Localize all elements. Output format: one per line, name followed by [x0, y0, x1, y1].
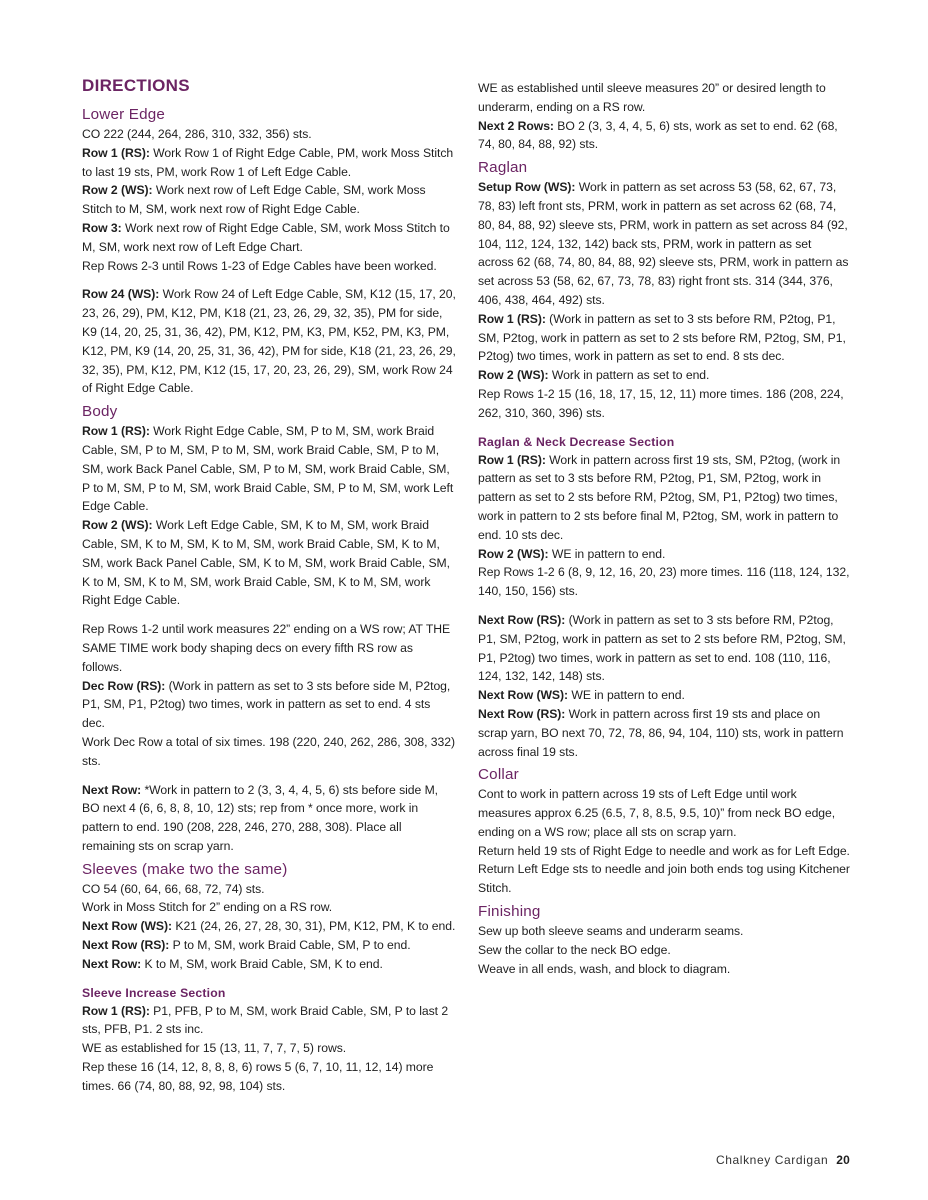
raglan-repeat: Rep Rows 1-2 15 (16, 18, 17, 15, 12, 11) more times. 186 (208, 224, 262, 310, 360, 396) sts. — [478, 386, 844, 420]
body-dec-row: Dec Row (RS): (Work in pattern as set to 3 sts before side M, P2tog, P1, SM, P1, P2tog) two times, work in pattern as set to end. 4 sts dec. — [82, 678, 451, 731]
raglan-setup-row: Setup Row (WS): Work in pattern as set across 53 (58, 62, 67, 73, 78, 83) left front sts, PRM, work in pattern as set across 62 (68, 74, 80, 84, 88, 92) sleeve sts, PRM, work in pattern as set across 84 (92, 104, 112, 124, 132, 142) back sts, PRM, work in pattern as set across 62 (68, 74, 80, 84, 88, 92) sleeve sts, PRM, work in pattern as set across 53 (58, 62, 67, 73, 78, 83) right front sts. 314 (344, 376, 406, 438, 464, 492) sts. — [478, 180, 849, 307]
raglan-row-1: Row 1 (RS): (Work in pattern as set to 3 sts before RM, P2tog, P1, SM, P2tog, work in pattern as set to 2 sts before RM, P2tog, SM, P1, P2tog) two times, work in pattern as set to end. 8 sts dec. — [478, 311, 846, 364]
finishing-step-3: Weave in all ends, wash, and block to diagram. — [478, 961, 731, 976]
raglan-neck-row-1: Row 1 (RS): Work in pattern across first 19 sts, SM, P2tog, (work in pattern as set to 3 sts before RM, P2tog, P1, SM, P2tog, work in pattern as set to 2 sts before RM, P2tog, SM, P1, P2tog) two times, work in pattern to 2 sts before final M, P2tog, SM, work in pattern to end. 10 sts dec. — [478, 452, 841, 542]
lower-edge-cast-on: CO 222 (244, 264, 286, 310, 332, 356) sts. — [82, 127, 312, 141]
sleeves-next-row: Next Row: K to M, SM, work Braid Cable, SM, K to end. — [82, 956, 383, 971]
sleeve-increase-we-until: WE as established until sleeve measures 20” or desired length to underarm, ending on a RS row. — [478, 81, 826, 114]
collar-step-2: Return held 19 sts of Right Edge to needle and work as for Left Edge. — [478, 843, 850, 858]
section-title-finishing: Finishing — [478, 903, 541, 921]
section-title-raglan-neck: Raglan & Neck Decrease Section — [478, 434, 675, 449]
sleeves-moss: Work in Moss Stitch for 2” ending on a RS row. — [82, 900, 333, 915]
raglan-neck-repeat: Rep Rows 1-2 6 (8, 9, 12, 16, 20, 23) more times. 116 (118, 124, 132, 140, 150, 156) sts. — [478, 565, 850, 599]
section-title-body: Body — [82, 403, 118, 421]
sleeves-cast-on: CO 54 (60, 64, 66, 68, 72, 74) sts. — [82, 881, 265, 896]
lower-edge-row-3: Row 3: Work next row of Right Edge Cable, SM, work Moss Stitch to M, SM, work next row of Left Edge Chart. — [82, 220, 450, 254]
collar-step-3: Return Left Edge sts to needle and join both ends tog using Kitchener Stitch. — [478, 862, 850, 896]
lower-edge-repeat: Rep Rows 2-3 until Rows 1-23 of Edge Cables have been worked. — [82, 258, 437, 273]
right-column — [478, 0, 850, 978]
sleeve-increase-row-1: Row 1 (RS): P1, PFB, P to M, SM, work Braid Cable, SM, P to last 2 sts, PFB, P1. 2 sts inc. — [82, 1003, 449, 1037]
raglan-neck-row-2: Row 2 (WS): WE in pattern to end. — [478, 546, 666, 561]
section-title-raglan: Raglan — [478, 159, 528, 177]
page-number: 20 — [836, 1153, 850, 1167]
section-title-lower-edge: Lower Edge — [82, 106, 166, 123]
sleeve-increase-we: WE as established for 15 (13, 11, 7, 7, 7, 5) rows. — [82, 1041, 347, 1056]
collar-step-1: Cont to work in pattern across 19 sts of Left Edge until work measures approx 6.25 (6.5, 7, 8, 8.5, 9.5, 10)” from neck BO edge, ending on a WS row; place all sts on scrap yarn. — [478, 787, 836, 839]
raglan-neck-next-row-rs-1: Next Row (RS): (Work in pattern as set to 3 sts before RM, P2tog, P1, SM, P2tog, work in pattern as set to 2 sts before RM, P2tog, SM, P1, P2tog) two times, work in pattern as set to end. 108 (110, 116, 124, 132, 142, 148) sts. — [478, 612, 846, 684]
body-next-row: Next Row: *Work in pattern to 2 (3, 3, 4, 4, 5, 6) sts before side M, BO next 4 (6, 6, 8, 8, 10, 12) sts; rep from * once more, work in pattern to end. 190 (208, 228, 246, 270, 288, 308). Place all remaining sts on scrap yarn. — [82, 782, 439, 853]
sleeve-increase-next-2-rows: Next 2 Rows: BO 2 (3, 3, 4, 4, 5, 6) sts, work as set to end. 62 (68, 74, 80, 84, 88, 92) sts. — [478, 118, 838, 152]
sleeves-next-row-rs: Next Row (RS): P to M, SM, work Braid Cable, SM, P to end. — [82, 938, 411, 953]
lower-edge-row-2: Row 2 (WS): Work next row of Left Edge Cable, SM, work Moss Stitch to M, SM, work next row of Right Edge Cable. — [82, 183, 426, 217]
raglan-neck-next-row-rs-2: Next Row (RS): Work in pattern across first 19 sts and place on scrap yarn, BO next 70, 72, 78, 86, 94, 104, 110) sts, work in pattern across final 19 sts. — [478, 706, 844, 759]
page-footer — [716, 1153, 850, 1167]
body-dec-total: Work Dec Row a total of six times. 198 (220, 240, 262, 286, 308, 332) sts. — [82, 734, 455, 768]
page-heading: DIRECTIONS — [82, 76, 190, 95]
sleeve-increase-repeat: Rep these 16 (14, 12, 8, 8, 8, 6) rows 5 (6, 7, 10, 11, 12, 14) more times. 66 (74, 80, 88, 92, 98, 104) sts. — [82, 1060, 434, 1093]
section-title-sleeves: Sleeves (make two the same) — [82, 860, 288, 878]
raglan-neck-next-row-ws: Next Row (WS): WE in pattern to end. — [478, 688, 685, 703]
raglan-row-2: Row 2 (WS): Work in pattern as set to end. — [478, 368, 710, 383]
body-row-1: Row 1 (RS): Work Right Edge Cable, SM, P to M, SM, work Braid Cable, SM, P to M, SM, P to M, SM, work Braid Cable, SM, P to M, SM, work Back Panel Cable, SM, P to M, SM, work Braid Cable, SM, P to M, SM, P to M, SM, work Braid Cable, SM, P to M, SM, work Left Edge Cable. — [82, 424, 454, 514]
finishing-step-1: Sew up both sleeve seams and underarm seams. — [478, 924, 744, 939]
finishing-step-2: Sew the collar to the neck BO edge. — [478, 942, 671, 957]
footer-title: Chalkney Cardigan — [715, 1153, 829, 1167]
left-column — [82, 0, 456, 1096]
section-title-sleeve-increase: Sleeve Increase Section — [82, 985, 226, 1000]
body-row-2: Row 2 (WS): Work Left Edge Cable, SM, K to M, SM, work Braid Cable, SM, K to M, SM, K to M, SM, work Braid Cable, SM, K to M, SM, work Back Panel Cable, SM, K to M, SM, work Braid Cable, SM, K to M, SM, K to M, SM, work Braid Cable, SM, K to M, SM, work Right Edge Cable. — [82, 518, 450, 608]
section-title-collar: Collar — [478, 766, 519, 784]
body-repeat: Rep Rows 1-2 until work measures 22” ending on a WS row; AT THE SAME TIME work body shaping decs on every fifth RS row as follows. — [82, 622, 451, 674]
lower-edge-row-24: Row 24 (WS): Work Row 24 of Left Edge Cable, SM, K12 (15, 17, 20, 23, 26, 29), PM, K12, PM, K18 (21, 23, 26, 29, 32, 35), PM for side, K9 (14, 20, 25, 31, 36, 42), PM, K12, PM, K3, PM, K52, PM, K3, PM, K12, PM, K9 (14, 20, 25, 31, 36, 42), PM for side, K18 (21, 23, 26, 29, 32, 35), PM, K12, PM, K12 (15, 17, 20, 23, 26, 29), SM, work Row 24 of Right Edge Cable. — [82, 287, 456, 396]
lower-edge-row-1: Row 1 (RS): Work Row 1 of Right Edge Cable, PM, work Moss Stitch to last 19 sts, PM, work Row 1 of Left Edge Cable. — [82, 145, 454, 179]
sleeves-next-row-ws: Next Row (WS): K21 (24, 26, 27, 28, 30, 31), PM, K12, PM, K to end. — [82, 919, 456, 934]
